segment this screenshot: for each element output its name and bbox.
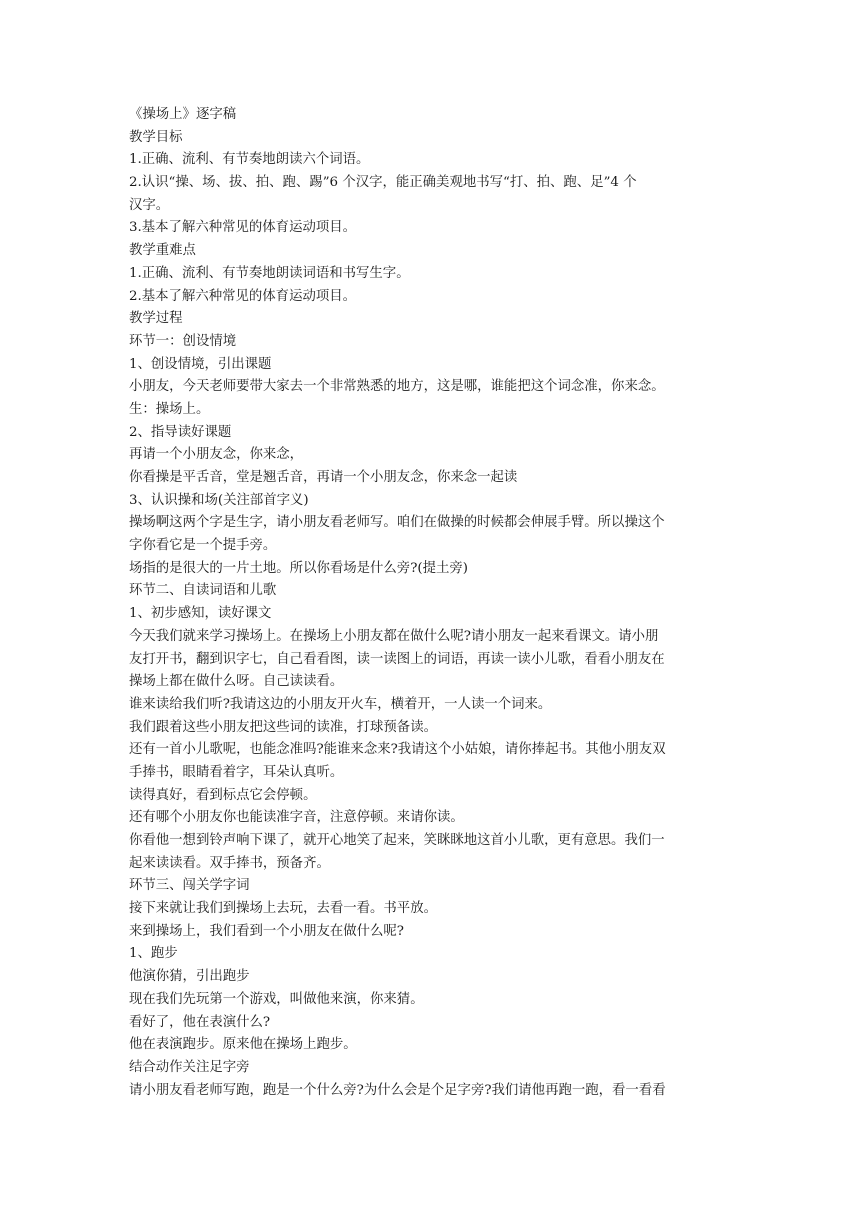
text-line: 还有一首小儿歌呢，也能念准吗?能谁来念来?我请这个小姑娘，请你捧起书。其他小朋友双 xyxy=(129,742,666,758)
text-line: 1.正确、流利、有节奏地朗读词语和书写生字。 xyxy=(129,265,410,281)
text-line: 请小朋友看老师写跑，跑是一个什么旁?为什么会是个足字旁?我们请他再跑一跑，看一看看 xyxy=(129,1082,666,1098)
section-heading: 教学目标 xyxy=(129,129,183,145)
text-line: 小朋友，今天老师要带大家去一个非常熟悉的地方，这是哪，谁能把这个词念准，你来念。 xyxy=(129,379,665,395)
text-line: 现在我们先玩第一个游戏，叫做他来演，你来猜。 xyxy=(129,991,424,1007)
text-line: 读得真好，看到标点它会停顿。 xyxy=(129,787,317,803)
text-line: 还有哪个小朋友你也能读准字音，注意停顿。来请你读。 xyxy=(129,810,464,826)
text-line: 友打开书，翻到识字七，自己看看图，读一读图上的词语，再读一读小儿歌，看看小朋友在 xyxy=(129,651,665,667)
text-line: 3、认识操和场(关注部首字义) xyxy=(129,492,309,508)
text-line: 2、指导读好课题 xyxy=(129,424,232,440)
text-line: 你看操是平舌音，堂是翘舌音，再请一个小朋友念，你来念一起读 xyxy=(129,470,518,485)
text-line: 再请一个小朋友念，你来念， xyxy=(129,447,304,463)
text-line: 1、初步感知，读好课文 xyxy=(129,606,272,622)
text-line: 起来读读看。双手捧书，预备齐。 xyxy=(129,855,330,871)
text-line: 你看他一想到铃声响下课了，就开心地笑了起来，笑眯眯地这首小儿歌，更有意思。我们一 xyxy=(129,833,665,848)
text-line: 1.正确、流利、有节奏地朗读六个词语。 xyxy=(129,152,370,168)
subsection-heading: 环节三、闯关学字词 xyxy=(129,878,250,894)
text-line: 操场上都在做什么呀。自己读读看。 xyxy=(129,674,344,690)
section-heading: 教学过程 xyxy=(129,311,183,327)
text-line: 谁来读给我们听?我请这边的小朋友开火车，横着开，一人读一个词来。 xyxy=(129,696,552,712)
text-line: 手捧书，眼睛看着字，耳朵认真听。 xyxy=(129,764,344,780)
text-line: 今天我们就来学习操场上。在操场上小朋友都在做什么呢?请小朋友一起来看课文。请小朋 xyxy=(129,628,659,644)
text-line: 1、创设情境，引出课题 xyxy=(129,356,272,372)
text-line: 我们跟着这些小朋友把这些词的读准，打球预备读。 xyxy=(129,719,437,735)
text-line: 接下来就让我们到操场上去玩，去看一看。书平放。 xyxy=(129,901,437,917)
document-page xyxy=(129,104,734,1102)
text-line: 看好了，他在表演什么? xyxy=(129,1014,271,1030)
subsection-heading: 环节一：创设情境 xyxy=(129,333,237,349)
text-line: 生：操场上。 xyxy=(129,401,210,417)
text-line: 他在表演跑步。原来他在操场上跑步。 xyxy=(129,1037,357,1053)
section-heading: 教学重难点 xyxy=(129,243,196,259)
text-line: 操场啊这两个字是生字，请小朋友看老师写。咱们在做操的时候都会伸展手臂。所以操这个 xyxy=(129,515,665,531)
text-line: 来到操场上，我们看到一个小朋友在做什么呢? xyxy=(129,923,404,939)
subsection-heading: 环节二、自读词语和儿歌 xyxy=(129,583,277,599)
text-line: 结合动作关注足字旁 xyxy=(129,1059,250,1075)
text-line: 1、跑步 xyxy=(129,946,178,962)
text-line: 场指的是很大的一片土地。所以你看场是什么旁?(提土旁) xyxy=(129,560,469,576)
text-line: 2.基本了解六种常见的体育运动项目。 xyxy=(129,288,357,304)
text-line: 3.基本了解六种常见的体育运动项目。 xyxy=(129,220,357,236)
text-line: 2.认识“操、场、拔、拍、跑、踢”6 个汉字，能正确美观地书写“打、拍、跑、足”4 个 xyxy=(129,175,637,191)
text-line: 他演你猜，引出跑步 xyxy=(129,969,250,985)
document-title: 《操场上》逐字稿 xyxy=(129,107,237,122)
text-line: 汉字。 xyxy=(129,197,170,213)
text-line: 字你看它是一个提手旁。 xyxy=(129,538,277,554)
